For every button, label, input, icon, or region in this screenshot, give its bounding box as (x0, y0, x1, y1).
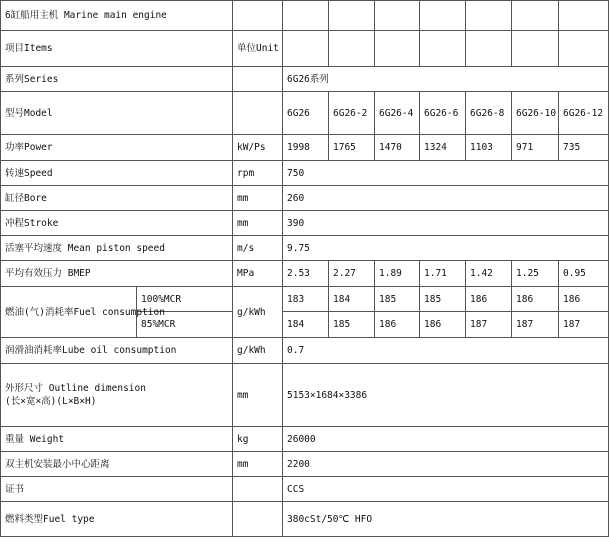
outline-row (1, 364, 609, 427)
series-value: 6G26系列 (283, 67, 609, 92)
model-value: 6G26-8 (466, 92, 512, 135)
speed-unit: rpm (233, 161, 283, 186)
empty-cell (375, 1, 420, 31)
table-title: 6缸船用主机 Marine main engine (1, 1, 233, 31)
fuel-value: 185 (420, 287, 466, 312)
empty-cell (375, 31, 420, 67)
empty-cell (466, 1, 512, 31)
distance-unit: mm (233, 452, 283, 477)
power-value: 1103 (466, 135, 512, 161)
fuel-value: 187 (559, 312, 609, 338)
empty-cell (466, 31, 512, 67)
power-value: 1324 (420, 135, 466, 161)
weight-row (1, 427, 609, 452)
fuel-value: 184 (283, 312, 329, 338)
fuel-load-85: 85%MCR (137, 312, 233, 338)
empty-cell (329, 1, 375, 31)
fuel-value: 186 (559, 287, 609, 312)
stroke-value: 390 (283, 211, 609, 236)
outline-label-line-2: (长×宽×高)(L×B×H) (5, 396, 97, 407)
distance-label: 双主机安装最小中心距离 (1, 452, 233, 477)
bore-row (1, 186, 609, 211)
power-row (1, 135, 609, 161)
weight-value: 26000 (283, 427, 609, 452)
certificate-value: CCS (283, 477, 609, 502)
model-row (1, 92, 609, 135)
model-value: 6G26 (283, 92, 329, 135)
empty-cell (329, 31, 375, 67)
power-value: 735 (559, 135, 609, 161)
unit-cell (233, 67, 283, 92)
speed-label: 转速Speed (1, 161, 233, 186)
empty-cell (512, 31, 559, 67)
power-unit: kW/Ps (233, 135, 283, 161)
outline-label-line-1: 外形尺寸 Outline dimension (5, 383, 146, 394)
bore-unit: mm (233, 186, 283, 211)
fuel-value: 187 (512, 312, 559, 338)
unit-cell (233, 92, 283, 135)
bmep-value: 0.95 (559, 261, 609, 287)
model-value: 6G26-4 (375, 92, 420, 135)
power-value: 1998 (283, 135, 329, 161)
empty-cell (559, 1, 609, 31)
weight-unit: kg (233, 427, 283, 452)
fuel-value: 186 (512, 287, 559, 312)
power-value: 1765 (329, 135, 375, 161)
bmep-value: 1.71 (420, 261, 466, 287)
speed-value: 750 (283, 161, 609, 186)
distance-row (1, 452, 609, 477)
model-value: 6G26-2 (329, 92, 375, 135)
series-label: 系列Series (1, 67, 233, 92)
weight-label: 重量 Weight (1, 427, 233, 452)
piston-speed-unit: m/s (233, 236, 283, 261)
lube-label: 润滑油消耗率Lube oil consumption (1, 338, 233, 364)
model-value: 6G26-10 (512, 92, 559, 135)
unit-header: 单位Unit (233, 31, 283, 67)
empty-cell (283, 31, 329, 67)
outline-label (1, 364, 233, 427)
lube-value: 0.7 (283, 338, 609, 364)
power-value: 1470 (375, 135, 420, 161)
speed-row (1, 161, 609, 186)
piston-speed-row (1, 236, 609, 261)
fuel-label: 燃油(气)消耗率Fuel consumption (1, 287, 137, 338)
bore-value: 260 (283, 186, 609, 211)
bmep-value: 1.89 (375, 261, 420, 287)
certificate-label: 证书 (1, 477, 233, 502)
empty-cell (420, 1, 466, 31)
fuel-row-100 (1, 287, 609, 312)
piston-speed-label: 活塞平均速度 Mean piston speed (1, 236, 233, 261)
empty-cell (512, 1, 559, 31)
items-header: 项目Items (1, 31, 233, 67)
piston-speed-value: 9.75 (283, 236, 609, 261)
unit-cell (233, 1, 283, 31)
unit-cell (233, 477, 283, 502)
fuel-value: 185 (375, 287, 420, 312)
bmep-value: 2.53 (283, 261, 329, 287)
fuel-value: 186 (375, 312, 420, 338)
fuel-load-100: 100%MCR (137, 287, 233, 312)
stroke-row (1, 211, 609, 236)
empty-cell (283, 1, 329, 31)
distance-value: 2200 (283, 452, 609, 477)
fuel-value: 185 (329, 312, 375, 338)
certificate-row (1, 477, 609, 502)
fuel-type-label: 燃料类型Fuel type (1, 502, 233, 537)
model-label: 型号Model (1, 92, 233, 135)
bmep-unit: MPa (233, 261, 283, 287)
fuel-value: 183 (283, 287, 329, 312)
stroke-label: 冲程Stroke (1, 211, 233, 236)
empty-cell (559, 31, 609, 67)
outline-unit: mm (233, 364, 283, 427)
series-row (1, 67, 609, 92)
model-value: 6G26-12 (559, 92, 609, 135)
bmep-value: 1.25 (512, 261, 559, 287)
fuel-type-row (1, 502, 609, 537)
model-value: 6G26-6 (420, 92, 466, 135)
power-value: 971 (512, 135, 559, 161)
bore-label: 缸径Bore (1, 186, 233, 211)
outline-value: 5153×1684×3386 (283, 364, 609, 427)
fuel-value: 186 (420, 312, 466, 338)
bmep-value: 1.42 (466, 261, 512, 287)
header-row (1, 31, 609, 67)
lube-row (1, 338, 609, 364)
empty-cell (420, 31, 466, 67)
fuel-unit: g/kWh (233, 287, 283, 338)
stroke-unit: mm (233, 211, 283, 236)
title-row (1, 1, 609, 31)
fuel-value: 186 (466, 287, 512, 312)
unit-cell (233, 502, 283, 537)
bmep-row (1, 261, 609, 287)
lube-unit: g/kWh (233, 338, 283, 364)
bmep-label: 平均有效压力 BMEP (1, 261, 233, 287)
bmep-value: 2.27 (329, 261, 375, 287)
fuel-value: 184 (329, 287, 375, 312)
fuel-value: 187 (466, 312, 512, 338)
power-label: 功率Power (1, 135, 233, 161)
fuel-type-value: 380cSt/50℃ HFO (283, 502, 609, 537)
